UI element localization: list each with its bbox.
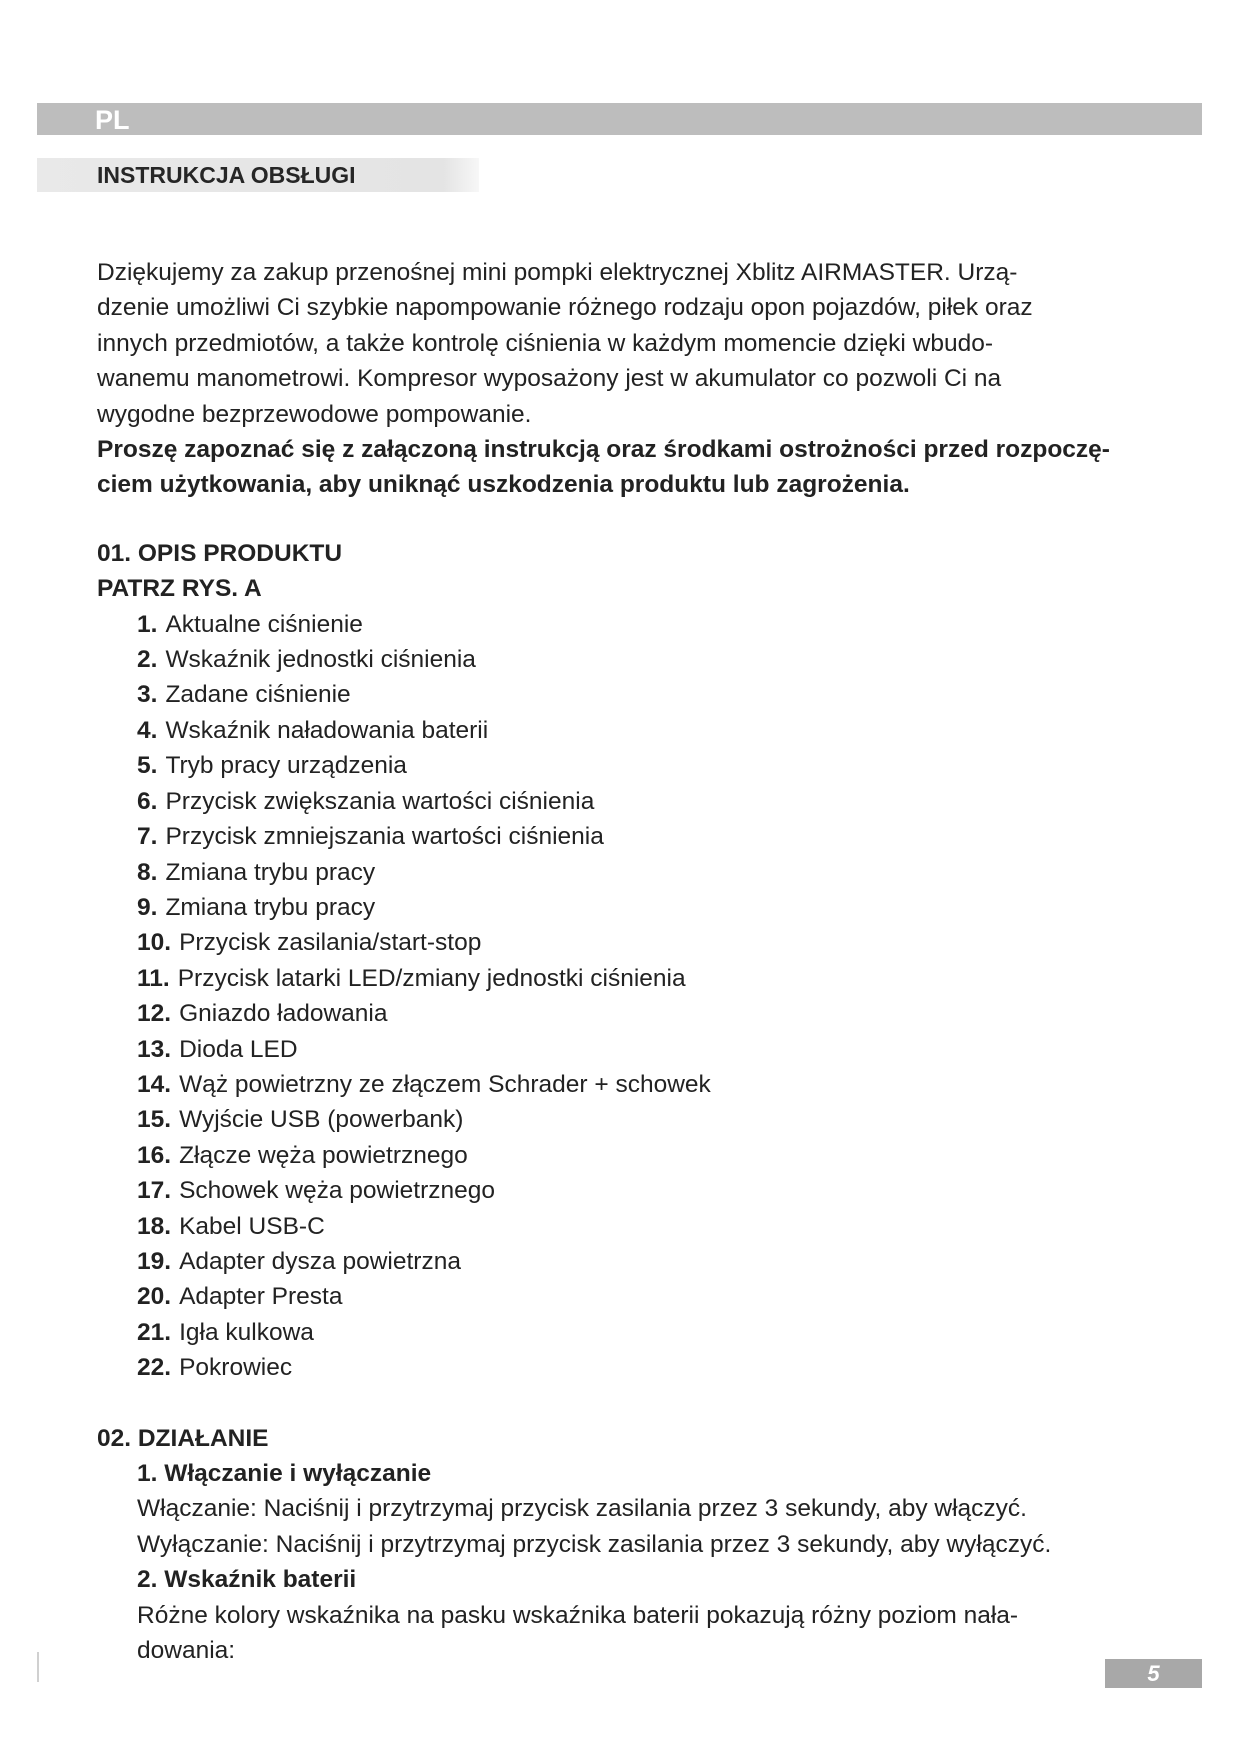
item-number: 17. bbox=[137, 1177, 172, 1205]
list-item bbox=[137, 1244, 1137, 1279]
item-number: 1. bbox=[137, 610, 158, 638]
list-item bbox=[137, 819, 1137, 854]
intro-line: innych przedmiotów, a także kontrolę ciśnienia w każdym momencie dzięki wbudo- bbox=[97, 329, 994, 357]
warning-paragraph bbox=[97, 432, 1137, 503]
intro-line: wygodne bezprzewodowe pompowanie. bbox=[97, 400, 532, 428]
item-text: Złącze węża powietrznego bbox=[179, 1141, 468, 1169]
intro-line: Dziękujemy za zakup przenośnej mini pompki elektrycznej Xblitz AIRMASTER. Urzą- bbox=[97, 259, 1018, 286]
list-item bbox=[137, 677, 1137, 712]
subsection-line: Wyłączanie: Naciśnij i przytrzymaj przycisk zasilania przez 3 sekundy, aby wyłączyć. bbox=[137, 1530, 1052, 1558]
item-number: 19. bbox=[137, 1247, 172, 1275]
item-text: Przycisk zwiększania wartości ciśnienia bbox=[165, 787, 595, 815]
subsection-power bbox=[97, 1456, 1137, 1562]
subsection-title: 1. Włączanie i wyłączanie bbox=[137, 1460, 432, 1487]
list-item bbox=[137, 1315, 1137, 1350]
item-number: 6. bbox=[137, 787, 158, 815]
list-item bbox=[137, 925, 1137, 960]
item-number: 12. bbox=[137, 1000, 172, 1028]
warning-line: Proszę zapoznać się z załączoną instrukcją oraz środkami ostrożności przed rozpoczę- bbox=[97, 436, 1110, 464]
list-item bbox=[137, 1067, 1137, 1102]
list-item bbox=[137, 642, 1137, 677]
section-1-subtitle: PATRZ RYS. A bbox=[97, 575, 262, 603]
product-parts-list bbox=[97, 607, 1137, 1386]
item-text: Kabel USB-C bbox=[179, 1212, 325, 1240]
section-title: INSTRUKCJA OBSŁUGI bbox=[97, 162, 356, 188]
item-number: 14. bbox=[137, 1070, 172, 1098]
list-item bbox=[137, 784, 1137, 819]
intro-line: dzenie umożliwi Ci szybkie napompowanie różnego rodzaju opon pojazdów, piłek oraz bbox=[97, 294, 1033, 322]
language-code: PL bbox=[95, 105, 130, 135]
page-number: 5 bbox=[1147, 1661, 1160, 1686]
item-number: 16. bbox=[137, 1141, 172, 1169]
item-number: 18. bbox=[137, 1212, 172, 1240]
list-item bbox=[137, 996, 1137, 1031]
list-item bbox=[137, 1279, 1137, 1314]
item-text: Zmiana trybu pracy bbox=[165, 893, 376, 921]
item-number: 10. bbox=[137, 929, 172, 957]
item-text: Wyjście USB (powerbank) bbox=[179, 1106, 464, 1134]
list-item bbox=[137, 1102, 1137, 1137]
item-text: Wąż powietrzny ze złączem Schrader + schowek bbox=[179, 1070, 711, 1098]
item-number: 8. bbox=[137, 858, 158, 886]
page-number-badge bbox=[1105, 1659, 1202, 1688]
subsection-line: dowania: bbox=[137, 1637, 236, 1665]
list-item bbox=[137, 961, 1137, 996]
item-number: 4. bbox=[137, 716, 158, 744]
item-number: 11. bbox=[137, 964, 170, 992]
section-2-title: 02. DZIAŁANIE bbox=[97, 1424, 269, 1452]
item-text: Igła kulkowa bbox=[179, 1318, 314, 1346]
item-number: 20. bbox=[137, 1283, 172, 1311]
item-number: 13. bbox=[137, 1035, 172, 1063]
item-number: 3. bbox=[137, 681, 158, 709]
item-text: Adapter Presta bbox=[179, 1283, 343, 1311]
list-item bbox=[137, 1032, 1137, 1067]
item-text: Schowek węża powietrznego bbox=[179, 1177, 496, 1205]
item-number: 22. bbox=[137, 1354, 172, 1382]
item-number: 2. bbox=[137, 646, 158, 674]
item-number: 21. bbox=[137, 1318, 172, 1346]
item-number: 7. bbox=[137, 823, 158, 851]
list-item bbox=[137, 890, 1137, 925]
subsection-line: Różne kolory wskaźnika na pasku wskaźnika baterii pokazują różny poziom nała- bbox=[137, 1601, 1019, 1629]
section-1-title: 01. OPIS PRODUKTU bbox=[97, 539, 343, 567]
page-content bbox=[97, 255, 1137, 1668]
item-text: Aktualne ciśnienie bbox=[165, 610, 363, 638]
item-text: Przycisk zasilania/start-stop bbox=[179, 929, 482, 957]
subsection-title: 2. Wskaźnik baterii bbox=[137, 1566, 357, 1594]
margin-divider bbox=[37, 1652, 39, 1682]
item-number: 9. bbox=[137, 893, 158, 921]
list-item bbox=[137, 1209, 1137, 1244]
item-text: Adapter dysza powietrzna bbox=[179, 1247, 461, 1275]
list-item bbox=[137, 713, 1137, 748]
list-item bbox=[137, 607, 1137, 642]
language-bar bbox=[37, 103, 1202, 135]
item-text: Zadane ciśnienie bbox=[165, 681, 351, 709]
warning-line: ciem użytkowania, aby uniknąć uszkodzenia produktu lub zagrożenia. bbox=[97, 471, 910, 499]
item-text: Zmiana trybu pracy bbox=[165, 858, 376, 886]
item-text: Gniazdo ładowania bbox=[179, 1000, 388, 1028]
section-title-bar bbox=[37, 158, 479, 192]
subsection-line: Włączanie: Naciśnij i przytrzymaj przycisk zasilania przez 3 sekundy, aby włączyć. bbox=[137, 1495, 1027, 1523]
item-text: Pokrowiec bbox=[179, 1354, 293, 1382]
subsection-battery bbox=[97, 1562, 1137, 1668]
item-text: Tryb pracy urządzenia bbox=[165, 752, 407, 780]
item-text: Przycisk zmniejszania wartości ciśnienia bbox=[165, 823, 604, 851]
item-number: 5. bbox=[137, 752, 158, 780]
item-text: Wskaźnik jednostki ciśnienia bbox=[165, 646, 476, 674]
list-item bbox=[137, 1173, 1137, 1208]
item-text: Dioda LED bbox=[179, 1035, 298, 1063]
item-text: Wskaźnik naładowania baterii bbox=[165, 716, 489, 744]
list-item bbox=[137, 748, 1137, 783]
intro-paragraph bbox=[97, 255, 1137, 432]
intro-line: wanemu manometrowi. Kompresor wyposażony jest w akumulator co pozwoli Ci na bbox=[97, 365, 1002, 393]
list-item bbox=[137, 1138, 1137, 1173]
item-text: Przycisk latarki LED/zmiany jednostki ciśnienia bbox=[177, 964, 686, 992]
list-item bbox=[137, 855, 1137, 890]
item-number: 15. bbox=[137, 1106, 172, 1134]
list-item bbox=[137, 1350, 1137, 1385]
